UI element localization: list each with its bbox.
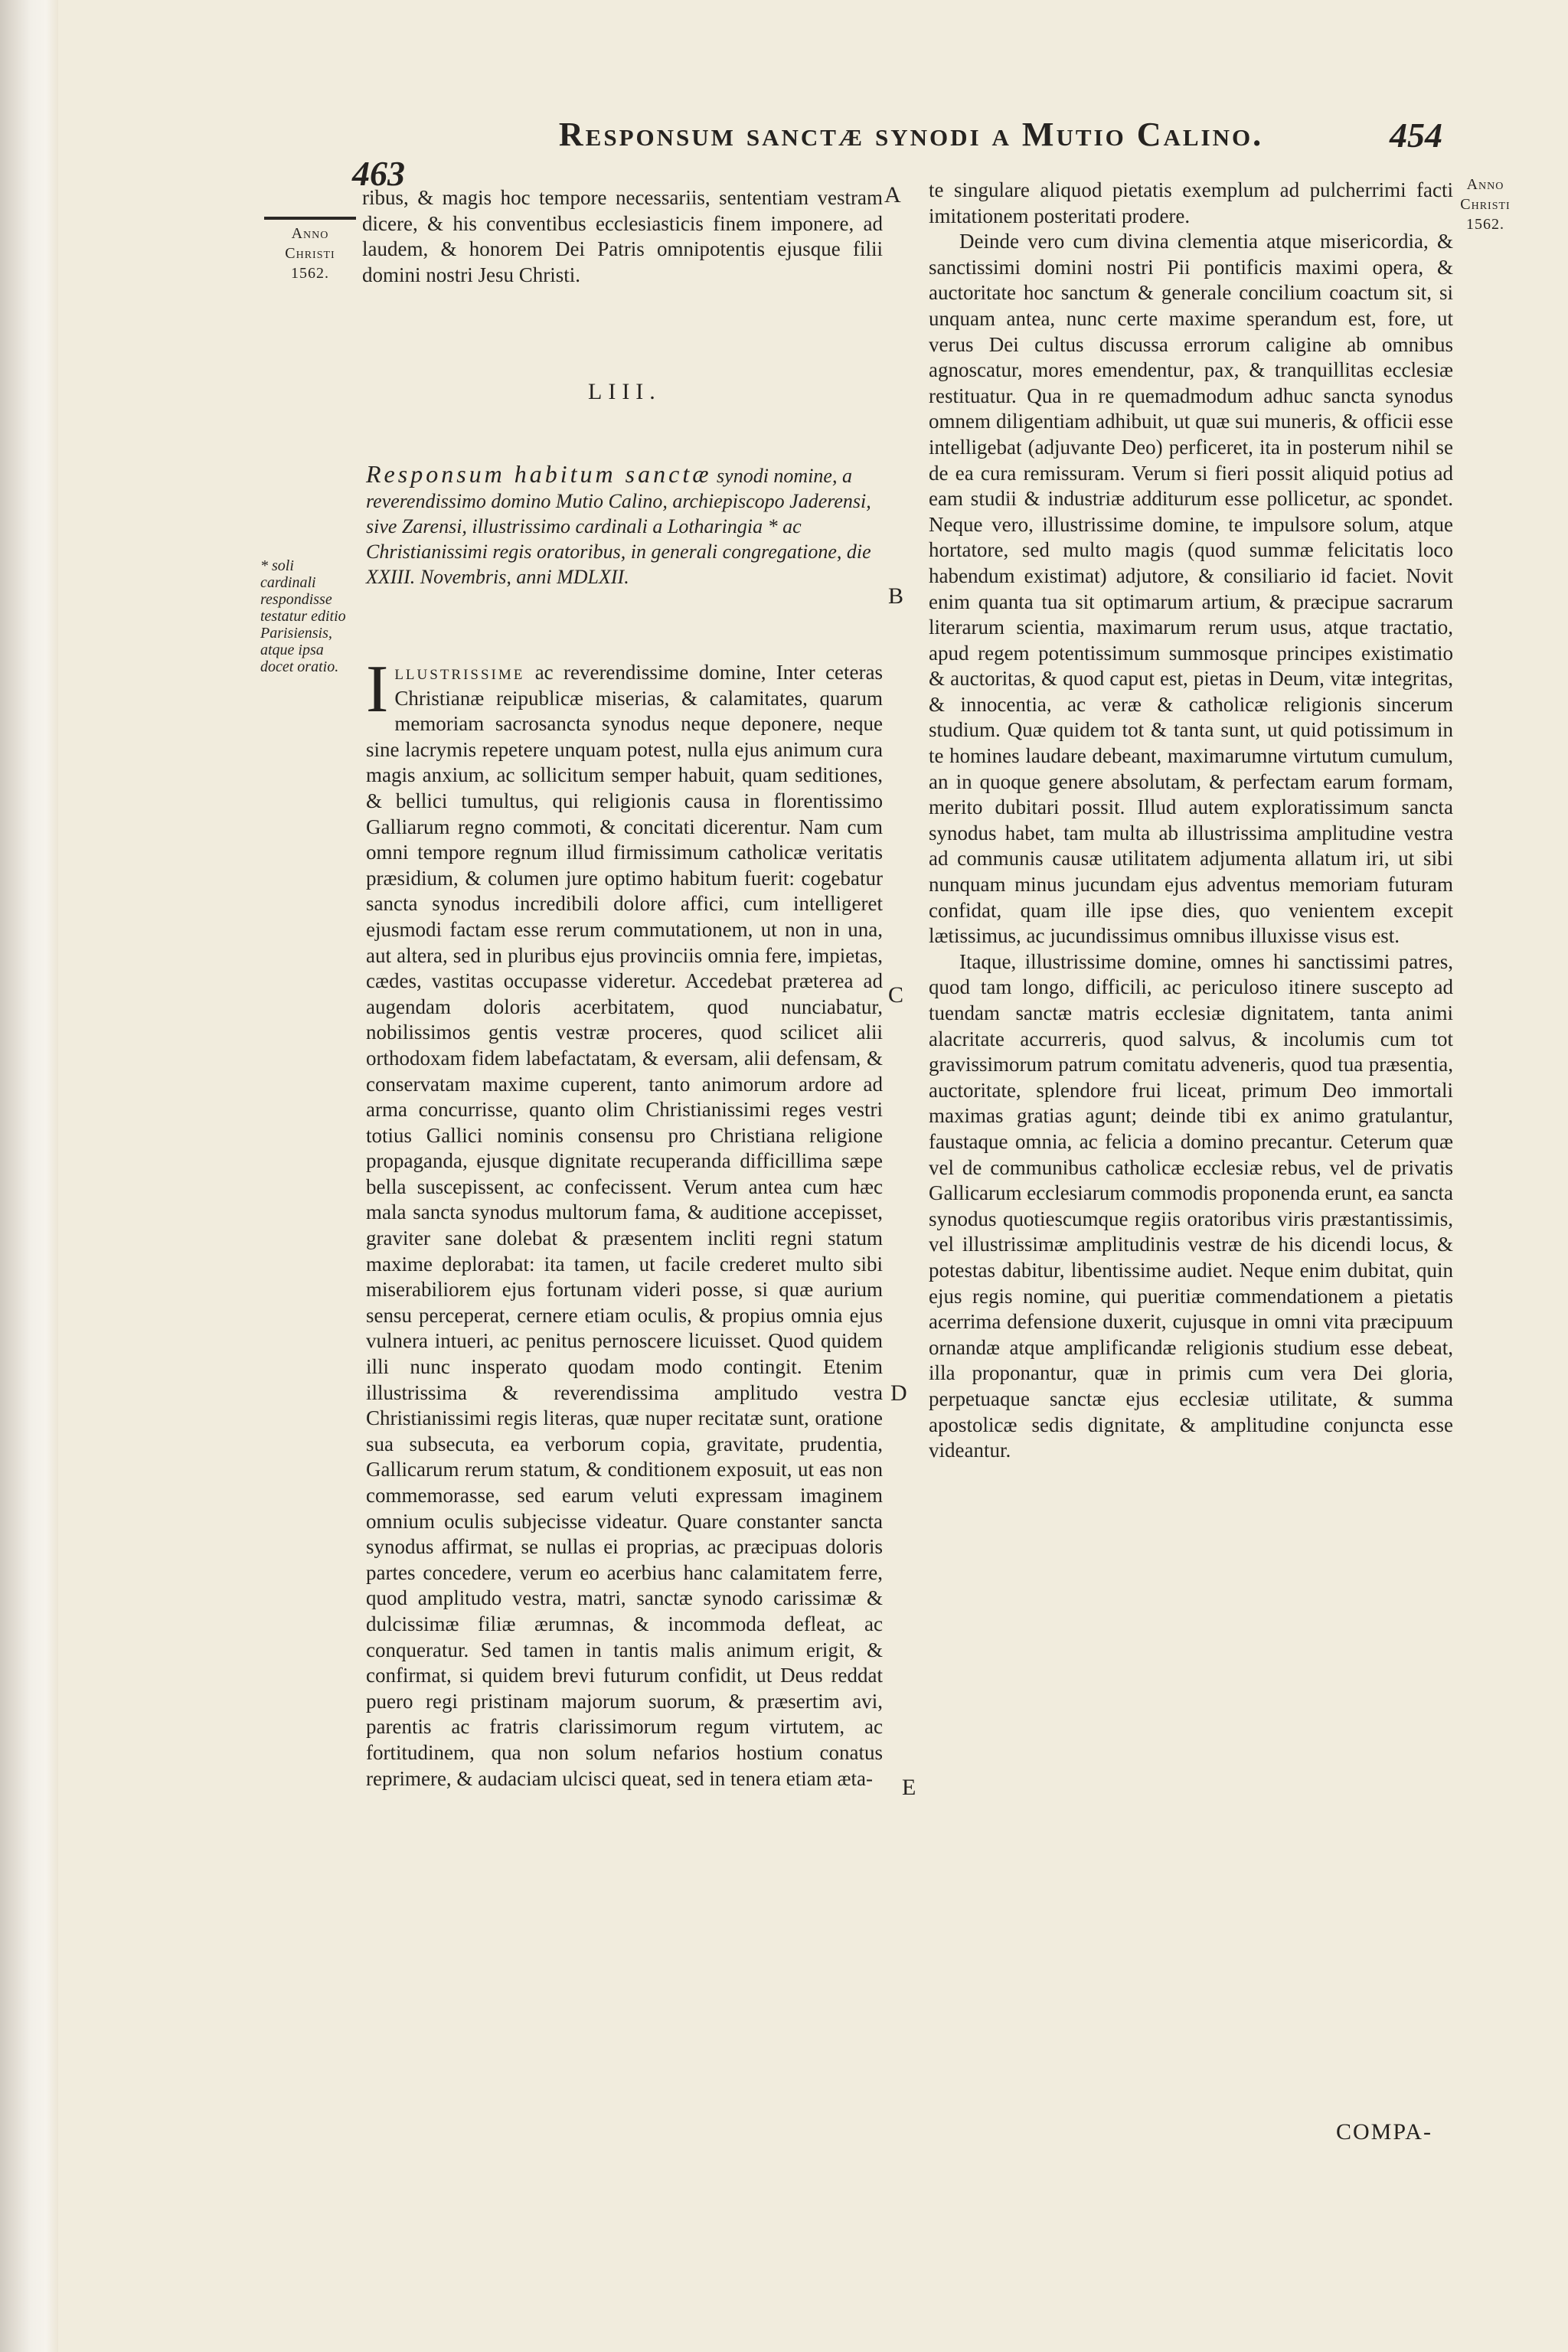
section-number: LIII. — [588, 379, 662, 404]
section-letter-a: A — [884, 182, 901, 207]
section-title — [366, 462, 887, 590]
section-title-caps: Responsum habitum sanctæ — [366, 460, 712, 488]
opening-paragraph: ribus, & magis hoc tempore necessariis, sententiam vestram dicere, & his conventibus ecclesiasticis finem imponere, ad laudem, & honorem Dei Patris omnipotentis ejusque filii domini nostri Jesu Christi. — [362, 186, 883, 286]
page-number-left: 463 — [352, 154, 405, 193]
catchword: COMPA- — [1336, 2119, 1432, 2145]
running-head: Responsum sanctæ synodi a Mutio Calino. — [558, 116, 1264, 153]
margin-year-right-line2: Christi — [1460, 196, 1511, 213]
margin-year-right — [1455, 175, 1516, 234]
left-column-body — [366, 652, 883, 1792]
right-column — [929, 178, 1453, 1464]
oration-paragraph — [366, 652, 883, 1792]
right-paragraph-1: te singulare aliquod pietatis exemplum ad pulcherrimi facti imitationem posteritati prodere. — [929, 178, 1453, 227]
margin-year-right-line1: Anno — [1466, 176, 1504, 193]
section-title-rest: synodi nomine, a reverendissimo domino Mutio Calino, archiepiscopo Jaderensi, sive Zarensi, illustrissimo cardinali a Lotharingia * ac Christianissimi regis oratoribus, in generali congregatione, die XXIII. Novembris, anni MDLXII. — [366, 465, 871, 588]
section-letter-c: C — [888, 982, 904, 1008]
section-letter-b: B — [888, 583, 904, 609]
left-column-opening — [362, 185, 883, 288]
right-paragraph-3: Itaque, illustrissime domine, omnes hi sanctissimi patres, quod tam longo, difficili, ac periculoso itinere suscepto ad tuendam sanctæ matris ecclesiæ dignitatem, tanta animi alacritate accurreris, quod salvus, & incolumis cum tot gravissimorum patrum comitatu adveneris, quod tua præsentia, auctoritate, splendore frui liceat, primum Deo immortali maximas gratias agunt; deinde tibi ex animo gratulantur, faustaque omnia, ac felicia a domino precantur. Ceterum quæ vel de communibus catholicæ ecclesiæ rebus, vel de privatis Gallicarum ecclesiarum commodis proponenda erunt, ea sancta synodus quotiescumque regiis oratoribus viris præstantissimis, vel illustrissimæ amplitudinis vestræ de his dicendi locus, & potestas dabitur, libentissime audiet. Neque enim dubitat, quin ejus regis nomine, qui pueritiæ commendationem a pietatis acerrima defensione duxerit, cujusque in omni vita præcipuum ornandæ atque amplificandæ religionis studium esse debeat, illa proponantur, quæ in primis cum vera Dei gloria, perpetuaque sanctæ ejus ecclesiæ utilitate, & summa apostolicæ sedis dignitate, & amplitudine conjuncta esse videantur. — [929, 949, 1453, 1462]
section-letter-e: E — [902, 1775, 916, 1800]
margin-note: * soli cardinali respondisse testatur editio Parisiensis, atque ipsa docet oratio. — [260, 557, 346, 675]
margin-rule — [264, 217, 356, 220]
margin-year-left-line3: 1562. — [291, 265, 329, 282]
margin-year-left-line1: Anno — [291, 225, 329, 242]
right-paragraph-2: Deinde vero cum divina clementia atque misericordia, & sanctissimi domini nostri Pii pontificis maximi opera, & auctoritate hoc sanctum & generale concilium coactum sit, si unquam antea, nunc certe maxime sperandum est, fore, ut verus Dei cultus discussa errorum caligine ab omnibus agnoscatur, mores emendentur, pax, & tranquillitas ecclesiæ restituatur. Qua in re quemadmodum adhuc sancta synodus omnem diligentiam adhibuit, ut quæ sui muneris, & officii esse intelligebat (adjuvante Deo) perficeret, ita in posterum nihil se de ea cura remissuram. Verum si fieri possit aliquid potius ad eam studii & industriæ additurum esse pollicetur, ac spondet. Neque vero, illustrissime domine, te impulsore solum, atque hortatore, sed multo magis (quod summæ felicitatis loco habendum existimat) adjutore, & consiliario id faciet. Novit enim quanta tua sit optimarum artium, & præcipue sacrarum literarum scientia, maximarum rerum usus, atque tractatio, apud regem potentissimum summosque principes existimatio & auctoritas, & quod caput est, pietas in Deum, vitæ integritas, & innocentia, ac veræ & catholicæ religionis sincerum studium. Quæ quidem tot & tanta sunt, ut quid potissimum in te homines laudare debeant, maximarumne virtutum cumulum, an in quoque genere absolutam, & perfectam earum formam, merito dubitari possit. Illud autem exploratissimum sancta synodus habet, tam multa ab illustrissima amplitudine vestra ad communis causæ utilitatem adjumenta allatum iri, ut sibi nunquam minus jucundam ejus adventus memoriam futuram confidat, quam ille ipse dies, quo venientem excepit lætissimus, ac jucundissimus omnibus illuxisse visus est. — [929, 230, 1453, 948]
book-page-edge — [0, 0, 58, 2352]
oration-body: ac reverendissime domine, Inter ceteras Christianæ reipublicæ miserias, & calamitates, quarum memoriam sacrosancta synodus neque deponere, neque sine lacrymis repetere unquam potest, nulla ejus animum cura magis anxium, ac sollicitum semper habuit, quam seditiones, & bellici tumultus, qui religionis causa in florentissimo Galliarum regno commoti, & concitati dicerentur. Nam cum omni tempore regnum illud firmissimum catholicæ veritatis præsidium, & columen jure optimo habitum fuerit: cogebatur sancta synodus incredibili dolore affici, cum intelligeret ejusmodi factam esse rerum commutationem, ut non in una, aut altera, sed in pluribus ejus provinciis omnia fere, impietas, cædes, vastitas occupasse videretur. Accedebat præterea ad augendam doloris acerbitatem, quod nunciabatur, nobilissimos gentis vestræ proceres, quod scilicet alii orthodoxam fidem labefactatam, & eversam, alii defensam, & conservatam maxime cuperent, tanto animorum ardore ad arma concurrisse, quanto olim Christianissimi reges vestri totius Gallici nominis consensu pro Christiana religione propaganda, ejusque dignitate recuperanda difficillima sæpe bella suscepissent, ac confecissent. Verum antea cum hæc mala sancta synodus multorum fama, & auditione accepisset, graviter sane dolebat & præsentem incliti regni statum maxime deplorabat: ita tamen, ut facile crederet multo sibi miserabiliorem ejus fortunam videri posse, si quæ aurium sensu perceperat, cernere etiam oculis, & propius omnia ejus vulnera intueri, ac penitus pernoscere licuisset. Quod quidem illi nunc insperato quodam modo contingit. Etenim illustrissima & reverendissima amplitudo vestra Christianissimi regis literas, quæ nuper recitatæ sunt, oratione sua subsecuta, ea verborum copia, gravitate, prudentia, Gallicarum rerum statum, & conditionem exposuit, ut eas non commemorasse, sed earum veluti expressam imaginem omnium oculis subjecisse videatur. Quare constanter sancta synodus affirmat, se nullas ei proprias, ac præcipuas doloris partes concedere, verum eo acerbius hanc calamitatem ferre, quod amplitudo vestra, matri, sanctæ synodo carissimæ & dulcissimæ filiæ ærumnas, & incommoda defleat, ac conqueratur. Sed tamen in tantis malis animum erigit, & confirmat, si quidem brevi futurum confidit, ut Deus reddat puero regi pristinam majorum suorum, & præsertim avi, parentis ac fratris clarissimorum regum virtutem, ac fortitudinem, qua non solum nefarios hostium conatus reprimere, & audaciam ulcisci queat, sed in tenera etiam æta- — [366, 661, 883, 1790]
margin-year-left — [260, 224, 360, 283]
margin-year-left-line2: Christi — [285, 245, 335, 262]
margin-year-right-line3: 1562. — [1466, 216, 1504, 233]
page-number-right: 454 — [1390, 116, 1442, 155]
first-word: llustrissime — [394, 661, 525, 684]
section-letter-d: D — [890, 1380, 907, 1406]
dropcap: I — [366, 652, 389, 727]
